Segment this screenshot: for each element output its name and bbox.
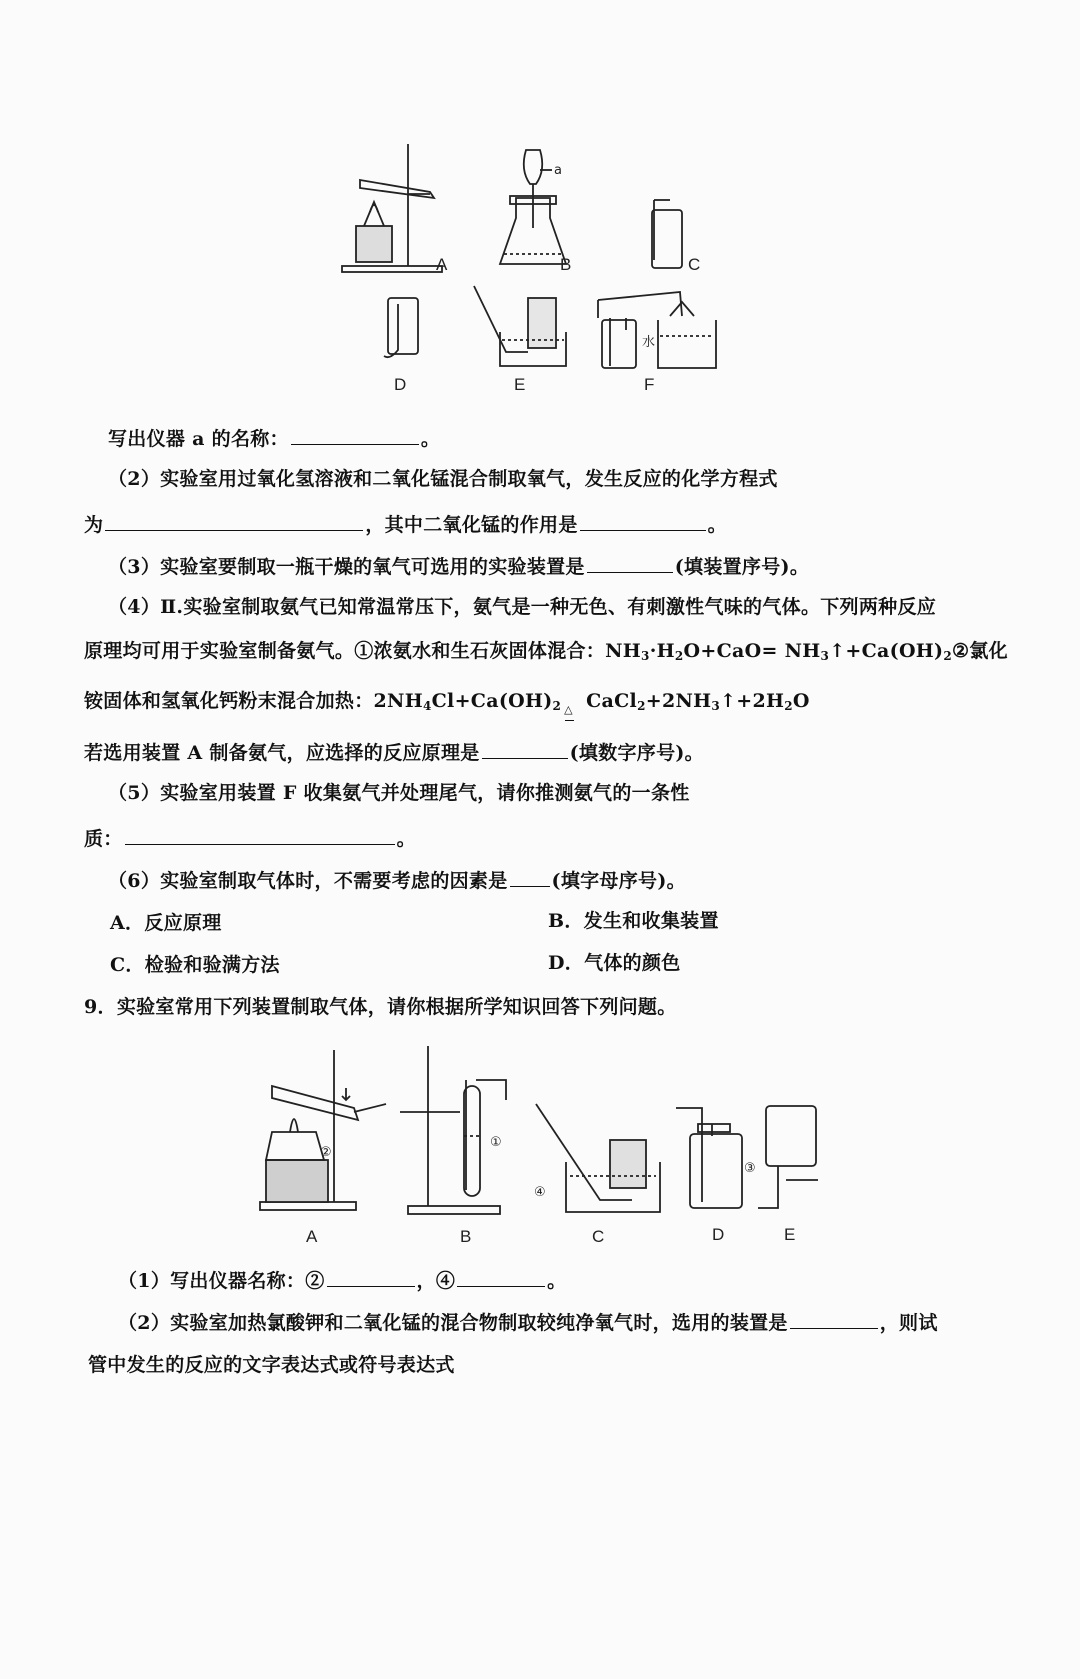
answer-blank-apparatus-q9[interactable] xyxy=(790,1308,878,1329)
q9-p2-line2: 管中发生的反应的文字表达式或符号表达式 xyxy=(88,1354,455,1376)
gas-bottle-f xyxy=(602,320,636,368)
answer-blank-mno2-role[interactable] xyxy=(580,510,706,531)
gas-bottle-d xyxy=(388,298,418,354)
gas-bottle-D xyxy=(690,1134,742,1208)
apparatus-figure-1-svg xyxy=(330,140,750,410)
gas-bottle-c xyxy=(652,210,682,268)
apparatus-figure-2 xyxy=(250,1040,830,1250)
gas-bottle-E xyxy=(766,1106,816,1166)
stand-base-a xyxy=(342,266,442,272)
label-a: a xyxy=(554,163,562,178)
label-2A: A xyxy=(306,1227,318,1246)
label-A: A xyxy=(436,255,448,274)
label-C: C xyxy=(688,255,701,274)
option-c[interactable]: C．检验和验满方法 xyxy=(110,954,280,976)
answer-blank-factor[interactable] xyxy=(510,866,550,887)
q8-p5-line2: 质： 。 xyxy=(84,824,416,852)
answer-blank-instrument-2[interactable] xyxy=(327,1266,415,1287)
label-2E: E xyxy=(784,1225,796,1244)
label-n2: ② xyxy=(320,1145,332,1160)
gas-bottle-C xyxy=(610,1140,646,1188)
q8-p4-line4: 若选用装置 A 制备氨气，应选择的反应原理是 (填数字序号)。 xyxy=(84,738,704,766)
label-E: E xyxy=(514,375,526,394)
option-d[interactable]: D．气体的颜色 xyxy=(548,952,681,974)
label-2C: C xyxy=(592,1227,605,1246)
apparatus-figure-1 xyxy=(330,140,750,410)
option-a[interactable]: A．反应原理 xyxy=(110,912,222,934)
q8-p4-line2: 原理均可用于实验室制备氨气。①浓氨水和生石灰固体混合：$NH_3\cdot H_2O+CaO=$ $NH_3↑+Ca(OH)_2②$氯化 xyxy=(84,640,1008,663)
answer-blank-instrument-4[interactable] xyxy=(457,1266,545,1287)
stand-base-B xyxy=(408,1206,500,1214)
beaker-f xyxy=(658,320,716,368)
label-n3: ③ xyxy=(744,1161,756,1176)
answer-blank-apparatus[interactable] xyxy=(587,552,673,573)
q9-p2-line1: （2）实验室加热氯酸钾和二氧化锰的混合物制取较纯净氧气时，选用的装置是 ，则试 xyxy=(118,1308,938,1336)
label-F: F xyxy=(644,375,655,394)
stand-base-A xyxy=(260,1202,356,1210)
q9-p1: （1）写出仪器名称：② ，④ 。 xyxy=(118,1266,566,1294)
q8-p4-line1: （4）Ⅱ.实验室制取氨气已知常温常压下，氨气是一种无色、有刺激性气味的气体。下列两种反应 xyxy=(108,596,937,618)
q8-p2-line2: 为 ，其中二氧化锰的作用是 。 xyxy=(84,510,727,538)
q8-p4-line3: 铵固体和氢氧化钙粉末混合加热：$2NH_4Cl+Ca(OH)_2$ △ $CaCl_2+2NH_3↑+2H_2O$ xyxy=(84,688,810,714)
label-2D: D xyxy=(712,1225,725,1244)
option-b[interactable]: B．发生和收集装置 xyxy=(548,910,719,932)
answer-blank-instrument-a[interactable] xyxy=(291,424,419,445)
label-n4: ④ xyxy=(534,1185,546,1200)
q8-p2-line1: （2）实验室用过氧化氢溶液和二氧化锰混合制取氧气，发生反应的化学方程式 xyxy=(108,468,778,490)
alcohol-lamp-A xyxy=(266,1132,324,1160)
q8-p3: （3）实验室要制取一瓶干燥的氧气可选用的实验装置是 (填装置序号)。 xyxy=(108,552,809,580)
label-B: B xyxy=(560,255,572,274)
answer-blank-principle[interactable] xyxy=(482,738,568,759)
q8-p5-line1: （5）实验室用装置 F 收集氨气并处理尾气，请你推测氨气的一条性 xyxy=(108,782,690,804)
wood-block-A xyxy=(266,1160,328,1202)
answer-blank-property[interactable] xyxy=(125,824,395,845)
label-n1: ① xyxy=(490,1135,502,1150)
label-water: 水 xyxy=(642,335,656,350)
answer-blank-equation[interactable] xyxy=(105,510,363,531)
label-D: D xyxy=(394,375,407,394)
lamp-a xyxy=(356,226,392,262)
separatory-funnel-a xyxy=(524,150,543,184)
q9-stem: 9．实验室常用下列装置制取气体，请你根据所学知识回答下列问题。 xyxy=(84,996,677,1018)
q8-p6: （6）实验室制取气体时，不需要考虑的因素是 (填字母序号)。 xyxy=(108,866,686,894)
q8-instrument-a: 写出仪器 a 的名称： 。 xyxy=(108,424,440,452)
label-2B: B xyxy=(460,1227,472,1246)
apparatus-figure-2-svg xyxy=(250,1040,830,1250)
